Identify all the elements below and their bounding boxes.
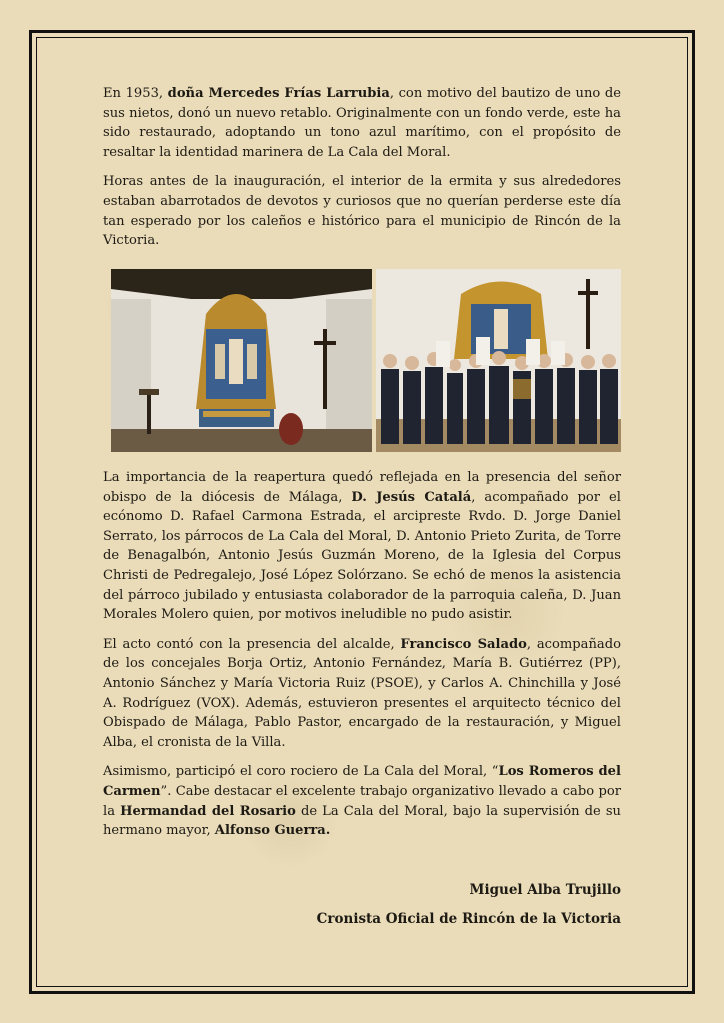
bold-text: doña Mercedes Frías Larrubia	[167, 86, 390, 101]
text-run: La importancia de la reapertura quedó reflejada en la presencia del señor obispo de la diócesis de Málaga,	[103, 470, 621, 505]
photo-group	[376, 269, 621, 452]
bold-text: Los Romeros del Carmen	[103, 764, 621, 799]
author-name: Miguel Alba Trujillo	[469, 882, 621, 898]
text-run: , con motivo del bautizo de uno de sus nietos, donó un nuevo retablo. Originalmente con un fondo verde, este ha sido restaurado, adoptando un tono azul marítimo, con el propósito de resaltar la identidad marinera de La Cala del Moral.	[103, 86, 622, 160]
text-run: Horas antes de la inauguración, el interior de la ermita y sus alrededores estaban abarrotados de devotos y curiosos que no querían perderse este día tan esperado por los caleños e histórico para el municipio de Rincón de la Victoria.	[103, 174, 621, 249]
photo-strip	[111, 269, 621, 452]
signature	[317, 876, 621, 934]
text-run: En 1953,	[103, 86, 168, 101]
paragraph	[103, 762, 621, 840]
photo-altarpiece	[111, 269, 372, 452]
text-run: de La Cala del Moral, bajo la supervisión de su hermano mayor,	[103, 803, 621, 839]
bold-text: D. Jesús Catalá	[351, 489, 472, 505]
bold-text: Hermandad del Rosario	[120, 803, 296, 819]
author-title: Cronista Oficial de Rincón de la Victoria	[316, 911, 621, 927]
paragraph	[103, 635, 621, 753]
text-run: , acompañado de los concejales Borja Ortiz, Antonio Fernández, María B. Gutiérrez (PP), Antonio Sánchez y María Victoria Ruiz (PSOE), y Carlos A. Chinchilla y José A. Rodríguez (VOX). Además, estuvieron presentes el arquitecto técnico del Obispado de Málaga, Pablo Pastor, encargado de la restauración, y Miguel Alba, el cronista de la Villa.	[103, 636, 621, 750]
text-run: , acompañado por el ecónomo D. Rafael Carmona Estrada, el arcipreste Rvdo. D. Jorge Daniel Serrato, los párrocos de La Cala del Moral, D. Antonio Prieto Zurita, de Torre de Benagalbón, Antonio Jesús Guzmán Moreno, de la Iglesia del Corpus Christi de Pedregalejo, José López Solórzano. Se echó de menos la asistencia del párroco jubilado y entusiasta colaborador de la parroquia caleña, D. Juan Morales Molero quien, por motivos ineludible no pudo asistir.	[103, 489, 621, 623]
bold-text: Francisco Salado	[400, 636, 527, 652]
bold-text: Alfonso Guerra.	[214, 823, 331, 839]
paragraph	[103, 84, 621, 162]
top-text-block	[103, 84, 621, 261]
paragraph	[103, 172, 621, 250]
bottom-text-block	[103, 468, 621, 851]
text-run: ”. Cabe destacar el excelente trabajo organizativo llevado a cabo por la	[103, 783, 621, 819]
text-run: Asimismo, participó el coro rociero de La Cala del Moral, “	[103, 764, 499, 780]
paragraph	[103, 468, 621, 625]
text-run: El acto contó con la presencia del alcalde,	[103, 636, 401, 652]
